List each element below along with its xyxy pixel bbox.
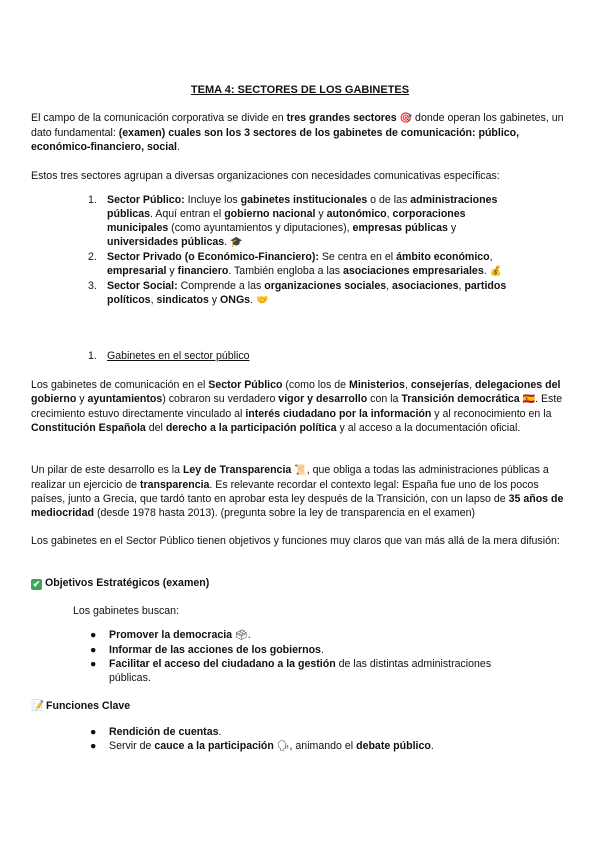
list-item <box>88 250 528 279</box>
bold-text: Sector Público <box>208 379 283 391</box>
spain-flag-icon: 🇪🇸 <box>522 394 536 405</box>
text: . Es relevante recordar el contexto legal: España fue uno de los pocos países, junto a Grecia, que tardó tanto en aprobar esta ley después de la Transición, con un lapso de <box>31 479 539 505</box>
bold-text: gabinetes institucionales <box>240 194 368 206</box>
text: (como ayuntamientos y diputaciones), <box>168 222 353 234</box>
list-item <box>90 739 510 754</box>
bold-text: delegaciones del gobierno <box>31 379 561 405</box>
bold-text: corporaciones municipales <box>107 208 466 234</box>
graduation-cap-icon: 🎓 <box>230 237 243 248</box>
bold-text: ámbito económico <box>396 251 490 263</box>
bold-text: Facilitar el acceso del ciudadano a la gestión <box>109 658 336 670</box>
bold-text: Sector Privado (o Económico-Financiero): <box>107 251 319 263</box>
bold-text: Ley de Transparencia <box>182 464 292 476</box>
bold-text: autonómico <box>326 208 387 220</box>
bullet-icon: ● <box>90 658 97 670</box>
text: Se centra en el <box>318 251 397 263</box>
list-number: 1. <box>88 350 97 362</box>
bullet-icon: ● <box>90 726 97 738</box>
bold-text: Sector Público: <box>107 194 185 206</box>
list-item <box>88 279 528 308</box>
text: . Este crecimiento estuvo directamente vinculado al <box>31 393 563 420</box>
bold-text: Rendición de cuentas <box>109 726 219 738</box>
text: Comprende a las <box>177 280 265 292</box>
bold-text: vigor y desarrollo <box>278 393 368 405</box>
bold-text: Sector Social: <box>107 280 178 292</box>
list-number: 2. <box>88 251 97 263</box>
bold-text: Transición democrática <box>401 393 520 405</box>
objectives-intro: Los gabinetes en el Sector Público tienen objetivos y funciones muy claros que van más allá de la mera difusión: <box>31 535 560 547</box>
bold-text: gobierno nacional <box>224 208 316 220</box>
text: de las distintas administraciones públicas. <box>109 658 492 684</box>
list-item <box>90 643 510 657</box>
bold-text: financiero <box>177 265 229 277</box>
objectives-list <box>90 628 510 685</box>
text: . También engloba a las <box>228 265 343 277</box>
text: Incluye los <box>184 194 241 206</box>
text: donde operan los gabinetes, un dato fundamental: <box>31 112 564 139</box>
text: y <box>447 222 457 234</box>
bold-text: (examen) cuales son los 3 sectores de los gabinetes de comunicación: público, económico-financiero, social <box>31 127 520 153</box>
handshake-icon: 🤝 <box>255 295 269 306</box>
check-mark-icon: ✔ <box>32 579 41 589</box>
text: , <box>386 208 393 220</box>
text: , <box>150 294 157 306</box>
bold-text: Promover la democracia <box>109 629 233 641</box>
scroll-icon: 📜 <box>294 465 307 476</box>
text: , <box>386 280 392 292</box>
memo-icon: 📝 <box>31 700 45 712</box>
text: y al acceso a la documentación oficial. <box>336 422 521 434</box>
intro-paragraph <box>31 111 571 154</box>
public-sector-paragraph <box>31 378 571 435</box>
text: (como los de <box>282 379 349 391</box>
bold-text: organizaciones sociales <box>264 280 387 292</box>
text: , <box>469 379 476 391</box>
page-title: TEMA 4: SECTORES DE LOS GABINETES <box>190 84 410 96</box>
text: . <box>224 236 231 248</box>
bold-text: Ministerios <box>349 379 405 391</box>
bold-text: Constitución Española <box>31 422 146 434</box>
bold-text: tres grandes sectores <box>286 112 397 124</box>
bold-text: interés ciudadano por la información <box>245 408 432 420</box>
bold-text: sindicatos <box>156 294 209 306</box>
list-number: 3. <box>88 280 97 292</box>
speaking-head-icon: 🗣 <box>276 741 290 752</box>
text: El campo de la comunicación corporativa se divide en <box>31 112 287 124</box>
sectors-intro: Estos tres sectores agrupan a diversas organizaciones con necesidades comunicativas específicas: <box>31 170 500 182</box>
list-item <box>88 349 528 363</box>
text: Servir de <box>109 740 155 752</box>
list-item <box>88 193 528 250</box>
heading-text: Funciones Clave <box>46 700 131 712</box>
bullet-icon: ● <box>90 629 97 641</box>
text: . Aquí entran el <box>149 208 225 220</box>
text: , que obliga a todas las administraciones públicas a realizar un ejercicio de <box>31 464 549 491</box>
functions-heading <box>31 699 130 713</box>
text: . <box>483 265 490 277</box>
list-item <box>90 657 510 685</box>
text: . <box>250 294 256 306</box>
section-title: Gabinetes en el sector público <box>107 350 250 362</box>
text: . <box>320 644 324 656</box>
text: y <box>166 265 178 277</box>
bullet-icon: ● <box>90 740 97 752</box>
bold-text: administraciones públicas <box>107 194 498 220</box>
text: del <box>145 422 166 434</box>
bold-text: debate público <box>356 740 431 752</box>
bold-text: empresarial <box>107 265 167 277</box>
money-bag-icon: 💰 <box>489 266 503 277</box>
bold-text: universidades públicas <box>107 236 225 248</box>
text: o de las <box>367 194 411 206</box>
target-icon: 🎯 <box>399 113 413 124</box>
bold-text: transparencia <box>139 479 210 491</box>
heading-text: Objetivos Estratégicos (examen) <box>45 577 210 589</box>
text: . <box>177 141 180 153</box>
text: , <box>404 379 411 391</box>
bold-text: 35 años de mediocridad <box>31 493 564 519</box>
text: , <box>458 280 465 292</box>
list-number: 1. <box>88 194 97 206</box>
text: . <box>430 740 434 752</box>
bold-text: derecho a la participación política <box>165 422 337 434</box>
text: . <box>218 726 222 738</box>
ballot-box-icon: 🗳 <box>235 630 248 641</box>
bold-text: asociaciones <box>392 280 459 292</box>
section-heading <box>88 349 528 363</box>
text: y <box>208 294 221 306</box>
text: , <box>489 251 493 263</box>
objectives-lead: Los gabinetes buscan: <box>73 605 180 617</box>
functions-list <box>90 725 510 754</box>
text: . <box>247 629 251 641</box>
text: y <box>315 208 327 220</box>
bold-text: cauce a la participación <box>154 740 274 752</box>
text: , animando el <box>289 740 357 752</box>
bold-text: partidos políticos <box>107 280 507 306</box>
text: (desde 1978 hasta 2013). (pregunta sobre la ley de transparencia en el examen) <box>94 507 476 519</box>
list-item <box>90 628 510 643</box>
sectors-list <box>88 193 528 308</box>
bold-text: ONGs <box>220 294 251 306</box>
bold-text: ayuntamientos <box>87 393 163 405</box>
bold-text: asociaciones empresariales <box>342 265 484 277</box>
bullet-icon: ● <box>90 644 97 656</box>
bold-text: empresas públicas <box>352 222 448 234</box>
objectives-heading <box>31 576 209 590</box>
bold-text: Informar de las acciones de los gobiernos <box>109 644 321 656</box>
bold-text: consejerías <box>410 379 470 391</box>
text: con la <box>367 393 402 405</box>
text: Los gabinetes de comunicación en el <box>31 379 209 391</box>
transparency-paragraph <box>31 463 571 520</box>
list-item <box>90 725 510 739</box>
text: Un pilar de este desarrollo es la <box>31 464 183 476</box>
text: y al reconocimiento en la <box>431 408 552 420</box>
text: ) cobraron su verdadero <box>162 393 279 405</box>
text: y <box>76 393 88 405</box>
